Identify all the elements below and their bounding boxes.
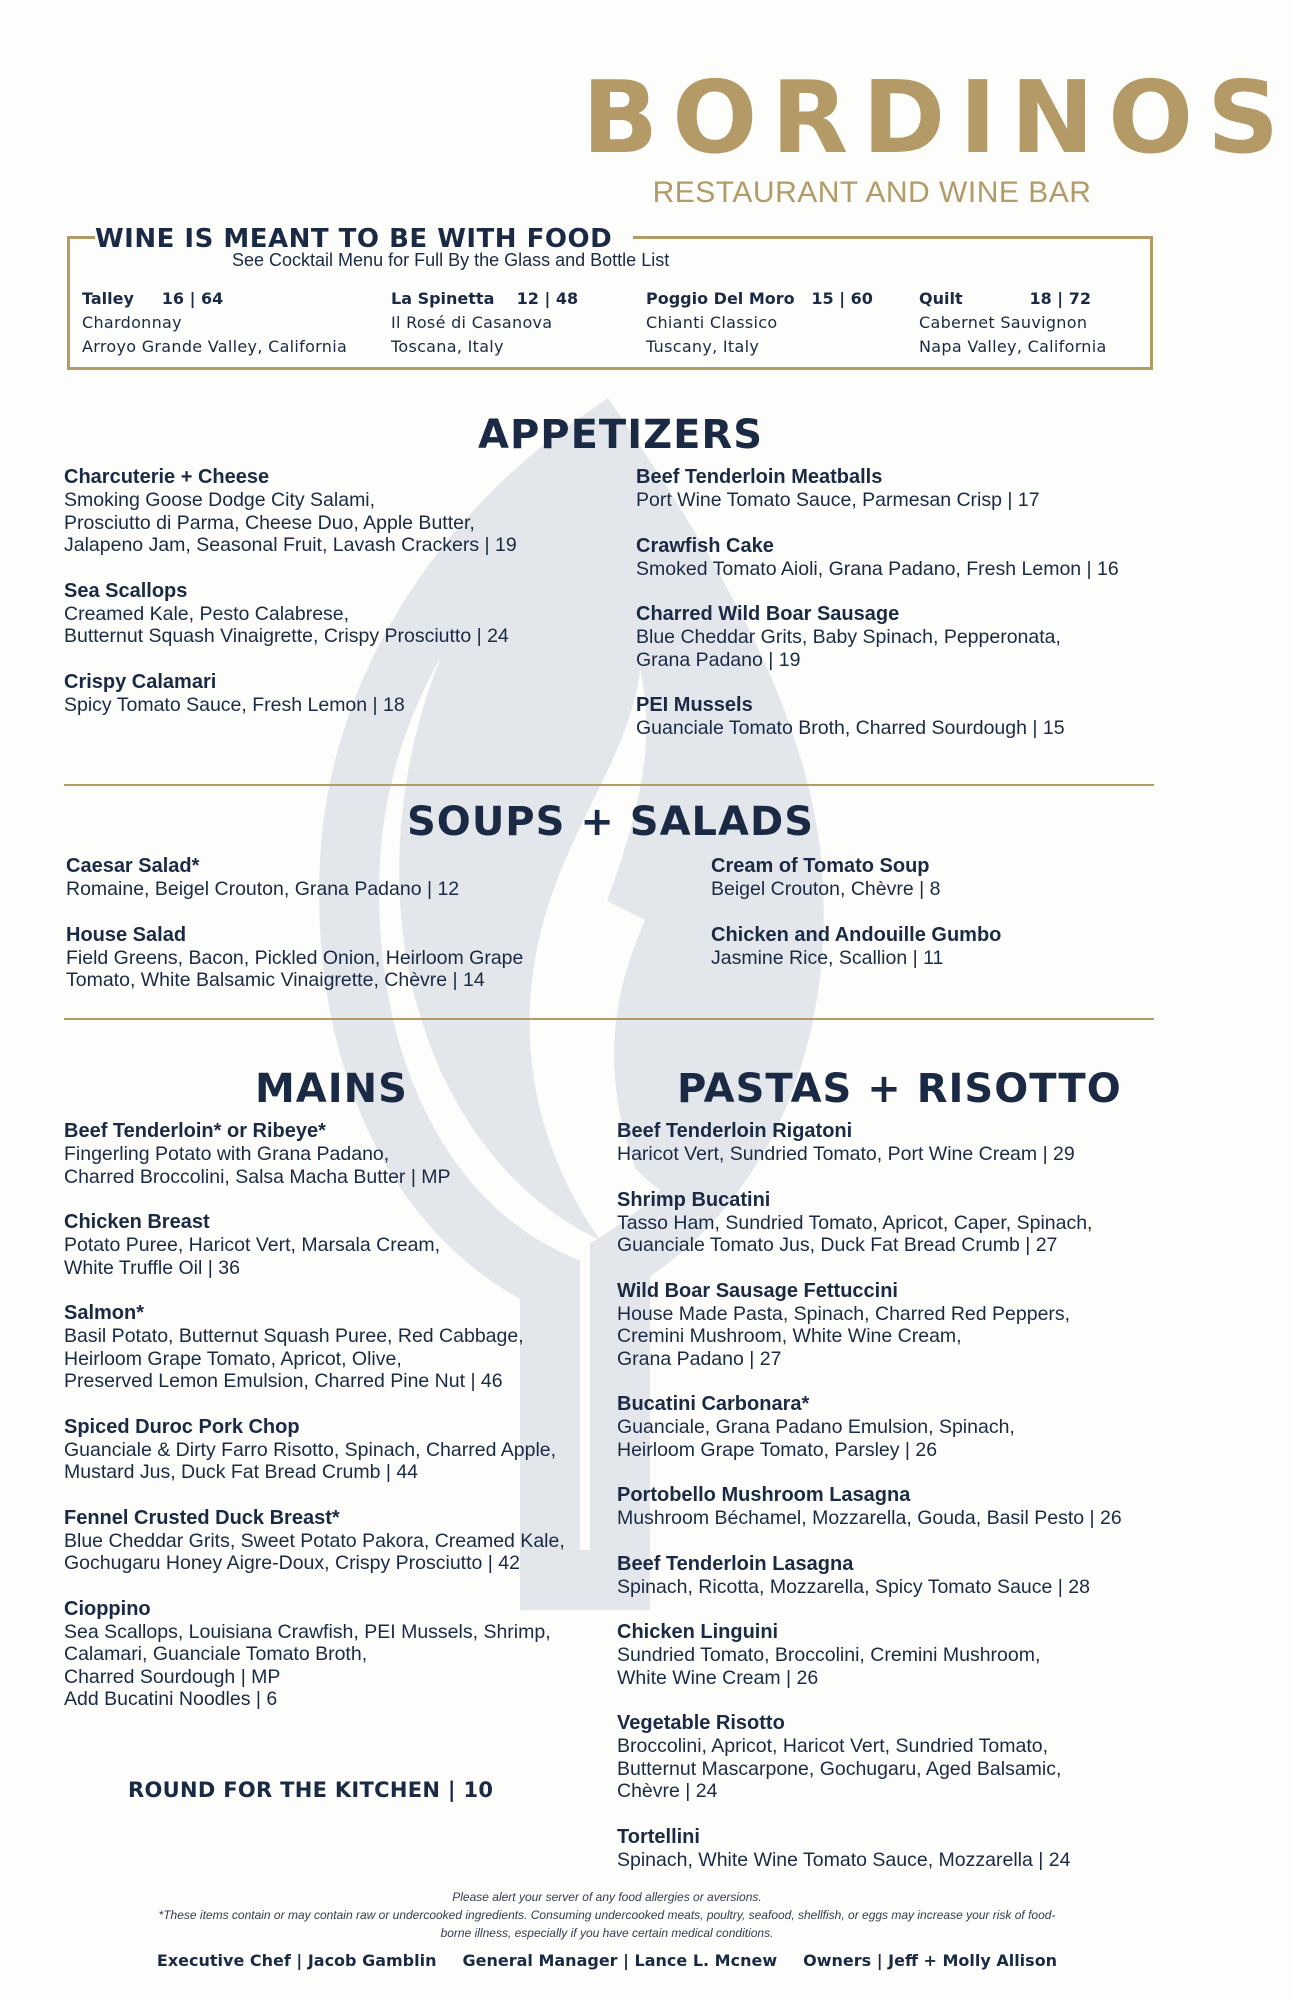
wine-head: Quilt 18 | 72	[919, 289, 1091, 308]
menu-item-description-line: Mustard Jus, Duck Fat Bread Crumb | 44	[64, 1461, 419, 1483]
menu-item-description-line: Romaine, Beigel Crouton, Grana Padano | 12	[66, 878, 460, 900]
mains-title: MAINS	[255, 1066, 408, 1112]
menu-item-name: Shrimp Bucatini	[617, 1188, 771, 1211]
menu-item-description	[64, 1325, 624, 1393]
brand-name: BORDINOS	[582, 59, 1293, 176]
menu-item	[64, 580, 624, 648]
menu-item-description	[64, 1234, 624, 1279]
menu-item-name: Beef Tenderloin* or Ribeye*	[64, 1120, 326, 1142]
menu-item-description-line: Add Bucatini Noodles | 6	[64, 1688, 278, 1710]
menu-item-name: Cioppino	[64, 1597, 151, 1620]
menu-item-description-line: Gochugaru Honey Aigre-Doux, Crispy Prosciutto | 42	[64, 1552, 520, 1574]
wine-item	[82, 287, 347, 359]
menu-item-description	[64, 1143, 624, 1188]
mains-column	[64, 1120, 624, 1734]
menu-item-description	[64, 489, 624, 557]
menu-item-description-line: Smoking Goose Dodge City Salami,	[64, 489, 376, 511]
menu-item-description-line: Mushroom Béchamel, Mozzarella, Gouda, Basil Pesto | 26	[617, 1507, 1122, 1529]
menu-item-name: Chicken Linguini	[617, 1621, 779, 1643]
menu-item-description	[636, 489, 1176, 512]
menu-item-name: Chicken Breast	[64, 1211, 210, 1233]
menu-item-description-line: Fingerling Potato with Grana Padano,	[64, 1143, 390, 1165]
menu-item	[636, 603, 1176, 671]
owners: Owners | Jeff + Molly Allison	[803, 1951, 1058, 1970]
pastas-risotto-title: PASTAS + RISOTTO	[677, 1066, 1122, 1112]
menu-item-description-line: Sea Scallops, Louisiana Crawfish, PEI Mussels, Shrimp,	[64, 1620, 551, 1643]
wine-region: Tuscany, Italy	[646, 337, 760, 356]
menu-item-description-line: House Made Pasta, Spinach, Charred Red Peppers,	[617, 1302, 1071, 1325]
menu-item	[64, 1598, 624, 1711]
staff-credits	[0, 1951, 1214, 1970]
menu-item-description	[66, 947, 666, 992]
menu-item-description-line: Tomato, White Balsamic Vinaigrette, Chèvre | 14	[66, 969, 485, 991]
menu-item-name: Portobello Mushroom Lasagna	[617, 1484, 911, 1506]
menu-item-name: Beef Tenderloin Rigatoni	[617, 1120, 853, 1142]
menu-item-description-line: Creamed Kale, Pesto Calabrese,	[64, 602, 350, 625]
soups-right-column	[711, 855, 1151, 992]
menu-item-description-line: Spinach, White Wine Tomato Sauce, Mozzarella | 24	[617, 1848, 1071, 1871]
menu-item-name: Beef Tenderloin Meatballs	[636, 466, 883, 488]
menu-item-description-line: Guanciale, Grana Padano Emulsion, Spinach,	[617, 1416, 1015, 1438]
wine-subtitle: See Cocktail Menu for Full By the Glass and Bottle List	[232, 250, 670, 270]
menu-item	[64, 671, 624, 717]
menu-item	[64, 466, 624, 557]
menu-item-name: Salmon*	[64, 1302, 145, 1324]
round-for-kitchen: ROUND FOR THE KITCHEN | 10	[128, 1778, 494, 1802]
menu-item-description-line: Jalapeno Jam, Seasonal Fruit, Lavash Crackers | 19	[64, 534, 517, 556]
menu-item-description-line: Butternut Mascarpone, Gochugaru, Aged Balsamic,	[617, 1757, 1062, 1780]
wine-item	[391, 287, 578, 359]
menu-item-description	[64, 1621, 624, 1711]
menu-item-description-line: Preserved Lemon Emulsion, Charred Pine Nut | 46	[64, 1370, 503, 1392]
wine-region: Toscana, Italy	[391, 337, 504, 356]
allergy-note: Please alert your server of any food allergies or aversions.	[452, 1890, 762, 1904]
menu-item-description-line: Guanciale Tomato Broth, Charred Sourdough | 15	[636, 717, 1065, 739]
menu-item-name: Cream of Tomato Soup	[711, 855, 930, 877]
menu-item-description-line: Chèvre | 24	[617, 1780, 718, 1802]
wine-region: Napa Valley, California	[919, 337, 1107, 356]
menu-item-name: Vegetable Risotto	[617, 1712, 785, 1734]
warning-line-2: borne illness, especially if you have certain medical conditions.	[440, 1926, 774, 1940]
wine-item	[919, 287, 1107, 359]
menu-item	[617, 1393, 1177, 1461]
wine-varietal: Il Rosé di Casanova	[391, 313, 553, 332]
menu-item	[617, 1189, 1177, 1257]
menu-item	[66, 924, 666, 992]
menu-item-description	[636, 626, 1176, 671]
wine-title: WINE IS MEANT TO BE WITH FOOD	[95, 224, 613, 254]
menu-item-description	[64, 603, 624, 648]
menu-item-name: Spiced Duroc Pork Chop	[64, 1415, 300, 1438]
menu-item-description	[711, 878, 1151, 901]
appetizers-left-column	[64, 466, 624, 739]
menu-item-description	[617, 1576, 1177, 1599]
menu-item-description	[636, 717, 1176, 740]
menu-item-name: Crispy Calamari	[64, 670, 217, 693]
menu-item	[636, 694, 1176, 740]
menu-item-description	[617, 1507, 1177, 1530]
menu-item-description	[617, 1303, 1177, 1371]
menu-item-description	[636, 558, 1176, 581]
soups-left-column	[66, 855, 666, 1015]
menu-item-description	[66, 878, 666, 901]
menu-item	[64, 1507, 624, 1575]
menu-item-description-line: Butternut Squash Vinaigrette, Crispy Prosciutto | 24	[64, 625, 509, 647]
menu-item-description	[617, 1212, 1177, 1257]
menu-item-description-line: White Truffle Oil | 36	[64, 1256, 240, 1279]
menu-item-name: Chicken and Andouille Gumbo	[711, 923, 1002, 946]
appetizers-title: APPETIZERS	[478, 412, 764, 458]
menu-item-description-line: Tasso Ham, Sundried Tomato, Apricot, Caper, Spinach,	[617, 1211, 1093, 1234]
menu-item	[617, 1553, 1177, 1599]
menu-item-description-line: Cremini Mushroom, White Wine Cream,	[617, 1325, 962, 1347]
menu-item	[617, 1484, 1177, 1530]
menu-item-name: Charred Wild Boar Sausage	[636, 603, 900, 625]
menu-item	[617, 1712, 1177, 1803]
section-divider	[64, 1018, 1154, 1020]
menu-item-description	[617, 1849, 1177, 1872]
wine-varietal: Chardonnay	[82, 313, 182, 332]
menu-item	[64, 1416, 624, 1484]
menu-item-description-line: Potato Puree, Haricot Vert, Marsala Cream,	[64, 1234, 441, 1256]
menu-item-name: Wild Boar Sausage Fettuccini	[617, 1279, 898, 1302]
wine-head: La Spinetta 12 | 48	[391, 289, 579, 308]
menu-item-description-line: White Wine Cream | 26	[617, 1666, 819, 1689]
pastas-column	[617, 1120, 1177, 1894]
wine-item	[646, 287, 873, 359]
menu-item	[711, 855, 1151, 901]
menu-item-description	[711, 947, 1151, 970]
warning-line-1: *These items contain or may contain raw or undercooked ingredients. Consuming undercooked meats, poultry, seafood, shellfish, or eggs may increase your risk of food-	[158, 1908, 1056, 1922]
menu-item-description-line: Blue Cheddar Grits, Sweet Potato Pakora, Creamed Kale,	[64, 1529, 565, 1552]
menu-item-description-line: Charred Broccolini, Salsa Macha Butter | MP	[64, 1165, 451, 1188]
general-manager: General Manager | Lance L. Mcnew	[462, 1951, 778, 1970]
menu-item	[636, 535, 1176, 581]
menu-item-description-line: Field Greens, Bacon, Pickled Onion, Heirloom Grape	[66, 946, 524, 969]
menu-item-name: Fennel Crusted Duck Breast*	[64, 1506, 340, 1529]
menu-item	[617, 1280, 1177, 1371]
menu-item-description-line: Grana Padano | 27	[617, 1347, 782, 1370]
menu-item-description-line: Broccolini, Apricot, Haricot Vert, Sundried Tomato,	[617, 1735, 1049, 1757]
menu-item	[66, 855, 666, 901]
wine-varietal: Chianti Classico	[646, 313, 778, 332]
wine-region: Arroyo Grande Valley, California	[82, 337, 348, 356]
menu-item-name: Crawfish Cake	[636, 534, 774, 557]
menu-item-description-line: Guanciale Tomato Jus, Duck Fat Bread Crumb | 27	[617, 1234, 1058, 1256]
menu-item-description	[617, 1644, 1177, 1689]
menu-item	[64, 1211, 624, 1279]
menu-item-description-line: Basil Potato, Butternut Squash Puree, Red Cabbage,	[64, 1325, 524, 1347]
menu-item-description	[64, 694, 624, 717]
menu-item-description-line: Spinach, Ricotta, Mozzarella, Spicy Tomato Sauce | 28	[617, 1575, 1090, 1598]
menu-item	[64, 1120, 624, 1188]
menu-item-description-line: Heirloom Grape Tomato, Apricot, Olive,	[64, 1347, 402, 1370]
menu-item-description-line: Beigel Crouton, Chèvre | 8	[711, 878, 941, 900]
brand-subtitle: RESTAURANT AND WINE BAR	[652, 176, 1092, 209]
menu-item	[617, 1120, 1177, 1166]
menu-item-description-line: Prosciutto di Parma, Cheese Duo, Apple Butter,	[64, 511, 475, 534]
wine-head: Talley 16 | 64	[82, 289, 224, 308]
menu-item-description-line: Guanciale & Dirty Farro Risotto, Spinach, Charred Apple,	[64, 1438, 557, 1461]
menu-item-name: Caesar Salad*	[66, 855, 200, 877]
menu-item-description-line: Blue Cheddar Grits, Baby Spinach, Pepperonata,	[636, 626, 1061, 648]
menu-item-description-line: Heirloom Grape Tomato, Parsley | 26	[617, 1438, 938, 1461]
menu-item	[636, 466, 1176, 512]
menu-item-name: Tortellini	[617, 1825, 700, 1848]
menu-item-description-line: Jasmine Rice, Scallion | 11	[711, 946, 944, 969]
menu-item-description	[64, 1439, 624, 1484]
menu-item-description	[617, 1416, 1177, 1461]
menu-item-description	[617, 1143, 1177, 1166]
wine-head: Poggio Del Moro 15 | 60	[646, 289, 873, 308]
menu-item-description-line: Smoked Tomato Aioli, Grana Padano, Fresh Lemon | 16	[636, 557, 1119, 580]
menu-item	[711, 924, 1151, 970]
menu-item-description-line: Grana Padano | 19	[636, 648, 801, 671]
section-divider	[64, 784, 1154, 786]
soups-salads-title: SOUPS + SALADS	[407, 799, 815, 845]
menu-item-description	[617, 1735, 1177, 1803]
menu-item	[64, 1302, 624, 1393]
menu-item-description	[64, 1530, 624, 1575]
menu-item-name: Bucatini Carbonara*	[617, 1393, 810, 1415]
menu-item-description-line: Charred Sourdough | MP	[64, 1665, 281, 1688]
menu-item-name: Beef Tenderloin Lasagna	[617, 1552, 854, 1575]
menu-item-name: PEI Mussels	[636, 694, 753, 716]
menu-item-description-line: Sundried Tomato, Broccolini, Cremini Mushroom,	[617, 1644, 1041, 1666]
brand-header	[582, 59, 1293, 210]
menu-item-name: Charcuterie + Cheese	[64, 466, 270, 488]
appetizers-right-column	[636, 466, 1176, 763]
menu-item-description-line: Spicy Tomato Sauce, Fresh Lemon | 18	[64, 693, 405, 716]
menu-item-description-line: Haricot Vert, Sundried Tomato, Port Wine Cream | 29	[617, 1143, 1075, 1165]
menu-item-name: House Salad	[66, 923, 187, 946]
menu-item	[617, 1621, 1177, 1689]
menu-item	[617, 1826, 1177, 1872]
menu-item-description-line: Calamari, Guanciale Tomato Broth,	[64, 1643, 368, 1665]
menu-item-description-line: Port Wine Tomato Sauce, Parmesan Crisp | 17	[636, 489, 1040, 511]
wine-varietal: Cabernet Sauvignon	[919, 313, 1088, 332]
menu-item-name: Sea Scallops	[64, 579, 188, 602]
executive-chef: Executive Chef | Jacob Gamblin	[156, 1951, 437, 1970]
